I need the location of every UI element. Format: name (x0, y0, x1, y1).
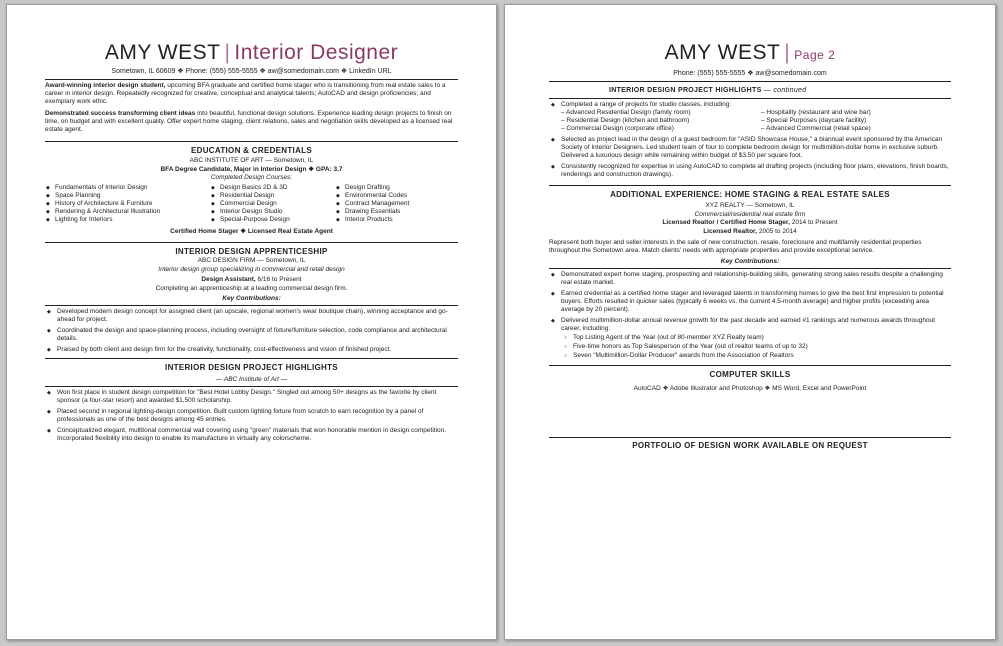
award-item: ○ Seven "Multimillion-Dollar Producer" awards from the Association of Realtors (561, 352, 951, 360)
firm-description: Interior design group specializing in commercial and retail design (158, 265, 345, 273)
firm-name: ABC DESIGN FIRM — Sometown, IL (197, 257, 306, 264)
contributions-label: Key Contributions: (720, 258, 780, 265)
firm-description: Commercial/residential real estate firm (694, 210, 806, 218)
list-item: ◆ Praised by both client and design firm for the creativity, functionality, cost-effectiveness and vision of finished project. (45, 346, 458, 354)
class-item: – Advanced Commercial (retail space) (761, 125, 871, 132)
awards-list (561, 334, 951, 360)
course-item: ◆ Interior Products (335, 216, 455, 224)
course-item: ◆ Space Planning (45, 192, 210, 200)
section-divider (45, 242, 458, 243)
role-line: Licensed Realtor, 2005 to 2014 (703, 227, 797, 235)
course-item: ◆ Environmental Codes (335, 192, 455, 200)
resume-page-1 (6, 4, 497, 640)
skills-line: AutoCAD ❖ Adobe Illustrator and Photoshop ❖ MS Word, Excel and PowerPoint (633, 384, 867, 392)
course-item: ◆ History of Architecture & Furniture (45, 200, 210, 208)
section-divider (45, 141, 458, 142)
course-item: ◆ Design Basics 2D & 3D (210, 184, 335, 192)
degree-line: BFA Degree Candidate, Major in Interior Design ❖ GPA: 3.7 (160, 165, 343, 173)
page-number-label: Page 2 (794, 48, 836, 62)
name-header (45, 41, 458, 65)
list-item: ◆ Coordinated the design and space-planning process, including oversight of fixture/furniture selection, code compliance and architectural details. (45, 327, 458, 343)
course-list (45, 184, 458, 224)
class-column (561, 109, 761, 133)
list-item: ◆ Placed second in regional lighting-design competition. Built custom lighting fixture from scratch to earn recognition by a panel of professionals as one of the best designs among 45 entries. (45, 408, 458, 424)
list-item: ◆ Developed modern design concept for assigned client (an upscale, regional women's wear boutique chain), winning acceptance and go-ahead for project. (45, 308, 458, 324)
section-divider (45, 358, 458, 359)
course-item: ◆ Lighting for Interiors (45, 216, 210, 224)
section-heading: COMPUTER SKILLS (709, 369, 791, 379)
course-item: ◆ Rendering & Architectural Illustration (45, 208, 210, 216)
list-item: ◆ Earned credential as a certified home stager and leveraged talents in transforming homes to give the best first impression to potential buyers. Efforts resulted in quicker sales (typically 6 weeks vs. the current 4.5-month average) and higher profits (exceeding area average by 20 percent). (549, 290, 951, 314)
section-divider (549, 437, 951, 438)
job-title: Interior Designer (234, 41, 399, 64)
course-item: ◆ Contract Management (335, 200, 455, 208)
section-heading: ADDITIONAL EXPERIENCE: HOME STAGING & REAL ESTATE SALES (610, 190, 890, 199)
role-description: Completing an apprenticeship at a leading commercial design firm. (155, 284, 348, 292)
course-item: ◆ Special-Purpose Design (210, 216, 335, 224)
projects-list (45, 389, 458, 443)
certifications: Certified Home Stager ❖ Licensed Real Estate Agent (170, 227, 333, 235)
list-item: ◆ Won first place in student design competition for "Best Hotel Lobby Design." Singled out among 50+ designs as the favorite by client sponsor (a four-star resort) and awarded $1,500 scholarship. (45, 389, 458, 405)
project-school: — ABC Institute of Art — (215, 375, 288, 383)
list-item: ◆ Delivered multimillion-dollar annual revenue growth for the past decade and earned #1 rankings and numerous awards throughout career, including: ○ Top Listing Agent of the Year (out of 80-member XYZ Realty team) ○ Five-time honors as Top Salesperson of the Year (out of realtor teams of up to 32) ○ Seven "Multimillion-Dollar Producer" awards from the Association of Realtors (549, 317, 951, 360)
role-line: Design Assistant, 6/16 to Present (201, 276, 302, 283)
class-item: – Commercial Design (corporate office) (561, 125, 674, 132)
course-item: ◆ Design Drafting (335, 184, 455, 192)
section-heading: INTERIOR DESIGN APPRENTICESHIP (175, 247, 328, 256)
subsection-divider (45, 305, 458, 306)
firm-name: XYZ REALTY — Sometown, IL (705, 202, 795, 209)
contributions-list (45, 308, 458, 354)
section-heading: EDUCATION & CREDENTIALS (191, 146, 312, 155)
list-item: ◆ Consistently recognized for expertise in using AutoCAD to complete all drafting projects (including floor plans, elevations, finish boards, renderings and construction drawings). (549, 163, 951, 179)
course-item: ◆ Residential Design (210, 192, 335, 200)
projects-continued-list (549, 101, 951, 179)
contact-line: Phone: (555) 555-5555 ❖ aw@somedomain.com (673, 70, 827, 77)
list-item: ◆ Completed a range of projects for studio classes, including: – Advanced Residential Design (family room) – Residential Design (kitchen and bathroom) – Commercial Design (corporate office) – Hospitality (restaurant and wine bar) – Special Purposes (daycare facility) – Advanced Commercial (retail space) (549, 101, 951, 133)
subsection-divider (45, 386, 458, 387)
school-name: ABC INSTITUTE OF ART — Sometown, IL (189, 157, 314, 164)
section-heading: INTERIOR DESIGN PROJECT HIGHLIGHTS (165, 362, 338, 372)
resume-page-2 (504, 4, 996, 640)
courses-label: Completed Design Courses: (210, 174, 293, 181)
subsection-divider (549, 268, 951, 269)
header-divider (45, 79, 458, 80)
applicant-name: AMY WEST (104, 41, 221, 64)
class-item: – Residential Design (kitchen and bathroom) (561, 117, 690, 124)
class-item: – Special Purposes (daycare facility) (761, 117, 867, 124)
course-column (45, 184, 210, 224)
name-separator: | (224, 41, 231, 64)
award-item: ○ Five-time honors as Top Salesperson of the Year (out of realtor teams of up to 32) (561, 343, 951, 351)
list-item: ◆ Conceptualized elegant, multitonal commercial wall covering using "green" materials that won honorable mention in design competition. Incorporated flexibility into design to enable its manufacture in virtually any colorscheme. (45, 427, 458, 443)
name-header (549, 41, 951, 67)
course-column (335, 184, 455, 224)
section-heading: INTERIOR DESIGN PROJECT HIGHLIGHTS — continued (609, 87, 807, 94)
contributions-label: Key Contributions: (222, 295, 281, 302)
course-item: ◆ Drawing Essentials (335, 208, 455, 216)
subsection-divider (549, 98, 951, 99)
role-line: Licensed Realtor / Certified Home Stager, 2014 to Present (662, 219, 838, 226)
class-column (761, 109, 871, 133)
contact-line: Sometown, IL 60609 ❖ Phone: (555) 555-5555 ❖ aw@somedomain.com ❖ LinkedIn URL (111, 68, 392, 75)
class-item: – Hospitality (restaurant and wine bar) (761, 109, 871, 116)
course-column (210, 184, 335, 224)
list-item: ◆ Demonstrated expert home staging, prospecting and relationship-building skills, generating strong sales results despite a challenging real estate market. (549, 271, 951, 287)
header-divider (549, 81, 951, 82)
portfolio-note: PORTFOLIO OF DESIGN WORK AVAILABLE ON REQUEST (632, 441, 868, 450)
summary-paragraph: Demonstrated success transforming client ideas into beautiful, functional design solutions. Experience leading design projects to finish on time, on budget and with excellent quality. Offer expert home staging, client relations, sales and negotiation skills developed as a licensed real estate agent. (45, 110, 453, 133)
name-separator: | (784, 41, 791, 64)
list-item: ◆ Selected as project lead in the design of a guest bedroom for "ASID Showcase House," a biannual event sponsored by the American Society of Interior Designers. Led student team of four to complete bedroom design for multimillion-dollar home in exclusive suburb. Delivered a luxurious design while remaining within budget of $3.50 per square foot. (549, 136, 951, 160)
class-item: – Advanced Residential Design (family room) (561, 109, 691, 116)
contributions-list (549, 271, 951, 360)
course-item: ◆ Interior Design Studio (210, 208, 335, 216)
course-item: ◆ Commercial Design (210, 200, 335, 208)
award-item: ○ Top Listing Agent of the Year (out of 80-member XYZ Realty team) (561, 334, 951, 342)
summary-paragraph: Award-winning interior design student, upcoming BFA graduate and certified home stager who is transitioning from real estate sales to a career in interior design. Repeatedly recognized for creative, conceptual and analytical talents; AutoCAD and design proficiencies; and exemplary work ethic. (45, 82, 446, 105)
role-description: Represent both buyer and seller interests in the sale of new construction, resale, foreclosure and multifamily residential properties throughout the Sometown area. Match clients' needs with appropriate properties and provide exceptional service. (549, 239, 922, 254)
section-divider (549, 365, 951, 366)
applicant-name: AMY WEST (664, 41, 781, 64)
section-divider (549, 185, 951, 186)
course-item: ◆ Fundamentals of Interior Design (45, 184, 210, 192)
